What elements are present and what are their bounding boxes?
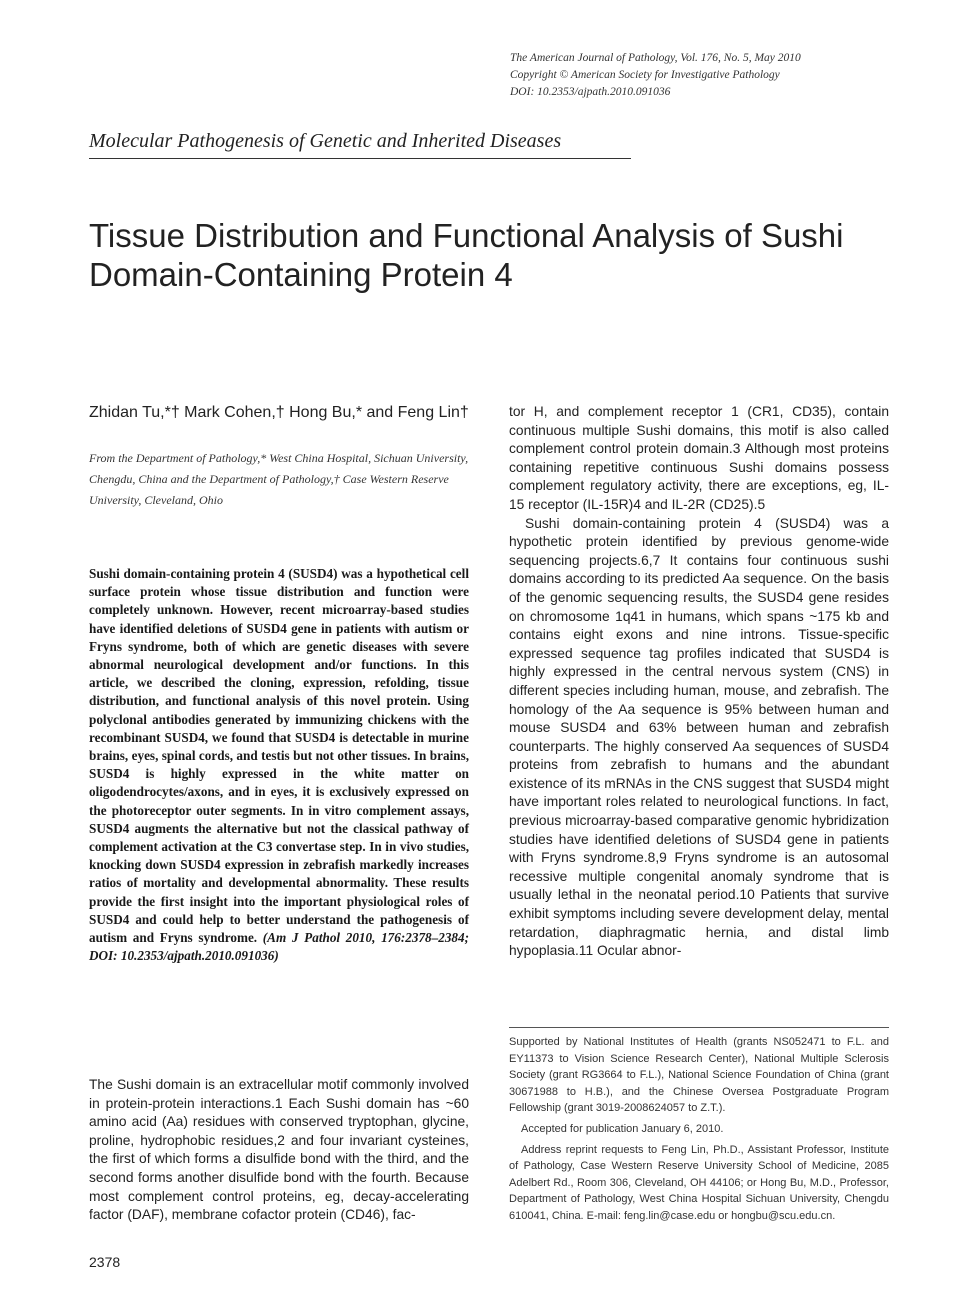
journal-copyright: Copyright © American Society for Investigative Pathology <box>510 69 780 81</box>
page-number: 2378 <box>89 1254 121 1270</box>
abstract-text: Sushi domain-containing protein 4 (SUSD4) was a hypothetical cell surface protein whose tissue distribution and function were completely unknown. However, recent microarray-based studies have identified deletions of SUSD4 gene in patients with autism or Fryns syndrome, both of which are genetic diseases with severe abnormal neurological development and/or functions. In this article, we described the cloning, expression, refolding, tissue distribution, and functional analysis of this novel protein. Using polyclonal antibodies generated by immunizing chickens with the recombinant SUSD4, we found that SUSD4 is detectable in murine brains, eyes, spinal cords, and testis but not other tissues. In brains, SUSD4 is highly expressed in the white matter on oligodendrocytes/axons, and in eyes, it is exclusively expressed on the photoreceptor outer segments. In in vitro complement assays, SUSD4 augments the alternative but not the classical pathway of complement activation at the C3 convertase step. In in vivo studies, knocking down SUSD4 expression in zebrafish markedly increases ratios of mortality and developmental abnormality. These results provide the first insight into the important physiological roles of SUSD4 and could help to better understand the pathogenesis of autism and Fryns syndrome. <box>89 566 469 946</box>
correspondence-address: Address reprint requests to Feng Lin, Ph.D., Assistant Professor, Institute of Pathology, Case Western Reserve University School of Medicine, 2085 Adelbert Rd., Room 306, Cleveland, OH 44106; or Hong Bu, M.D., Professor, Department of Pathology, West China Hospital Sichuan University, Chengdu 610041, China. E-mail: feng.lin@case.edu or hongbu@scu.edu.cn. <box>509 1143 889 1222</box>
journal-info <box>510 50 930 101</box>
section-heading: Molecular Pathogenesis of Genetic and Inherited Diseases <box>89 130 562 152</box>
footnote-divider <box>509 1027 889 1028</box>
body-column-right <box>509 403 889 961</box>
body-column-left <box>89 1076 469 1225</box>
body-paragraph: tor H, and complement receptor 1 (CR1, CD35), contain continuous multiple Sushi domains, this motif is also called complement control protein domain.3 Although most proteins containing repetitive continuous Sushi domains possess complement regulatory activity, there are exceptions, eg, IL-15 receptor (IL-15R)4 and IL-2R (CD25).5 <box>509 404 889 512</box>
abstract-citation: (Am J Pathol 2010, 176:2378–2384; DOI: 10.2353/ajpath.2010.091036) <box>89 930 470 964</box>
author-list: Zhidan Tu,*† Mark Cohen,† Hong Bu,* and Feng Lin† <box>89 404 469 421</box>
footnotes <box>509 1034 889 1229</box>
journal-citation: The American Journal of Pathology, Vol. 176, No. 5, May 2010 <box>510 52 801 64</box>
journal-doi: DOI: 10.2353/ajpath.2010.091036 <box>510 86 671 98</box>
funding-note: Supported by National Institutes of Health (grants NS052471 to F.L. and EY11373 to Vision Science Research Center), National Multiple Sclerosis Society (grant RG3664 to F.L.), National Science Foundation of China (grant 30671988 to H.B.), and the Chinese Oversea Postgraduate Program Fellowship (grant 3019-2008624057 to Z.T.). <box>509 1036 889 1115</box>
body-paragraph: Sushi domain-containing protein 4 (SUSD4) was a hypothetic protein identified by previous genome-wide sequencing projects.6,7 It contains four continuous sushi domains according to its predicted Aa sequence. On the basis of the genomic sequencing results, the SUSD4 gene resides on chromosome 1q41 in humans, which spans ~175 kb and contains eight exons and nine introns. Tissue-specific expressed sequence tag profiles indicated that SUSD4 is highly expressed in the central nervous system (CNS) in different species including human, mouse, and zebrafish. The homology of the Aa sequence is 95% between human and mouse SUSD4 and 63% between human and zebrafish counterparts. The highly conserved Aa sequences of SUSD4 proteins from zebrafish to humans and the abundant existence of its mRNAs in the CNS suggest that SUSD4 might have important roles related to neurological functions. In fact, previous microarray-based comparative genomic hybridization studies have identified deletions of SUSD4 gene in patients with Fryns syndrome.8,9 Fryns syndrome is an autosomal recessive multiple congenital anomaly syndrome that is usually lethal in the neonatal period.10 Patients that survive exhibit symptoms including severe development delay, mental retardation, diaphragmatic hernia, and distal limb hypoplasia.11 Ocular abnor- <box>509 515 889 959</box>
article-title: Tissue Distribution and Functional Analysis of Sushi Domain-Containing Protein 4 <box>89 217 844 293</box>
accepted-date: Accepted for publication January 6, 2010. <box>521 1122 724 1135</box>
author-affiliation: From the Department of Pathology,* West China Hospital, Sichuan University, Chengdu, China and the Department of Pathology,† Case Western Reserve University, Cleveland, Ohio <box>89 451 469 507</box>
abstract <box>89 565 469 965</box>
section-divider <box>89 158 631 159</box>
body-paragraph: The Sushi domain is an extracellular motif commonly involved in protein-protein interactions.1 Each Sushi domain has ~60 amino acid (Aa) residues with conserved tryptophan, glycine, proline, hydrophobic residues,2 and four invariant cysteines, the first of which forms a disulfide bond with the third, and the second forms another disulfide bond with the fourth. Because most complement control proteins, eg, decay-accelerating factor (DAF), membrane cofactor protein (CD46), fac- <box>89 1077 469 1223</box>
